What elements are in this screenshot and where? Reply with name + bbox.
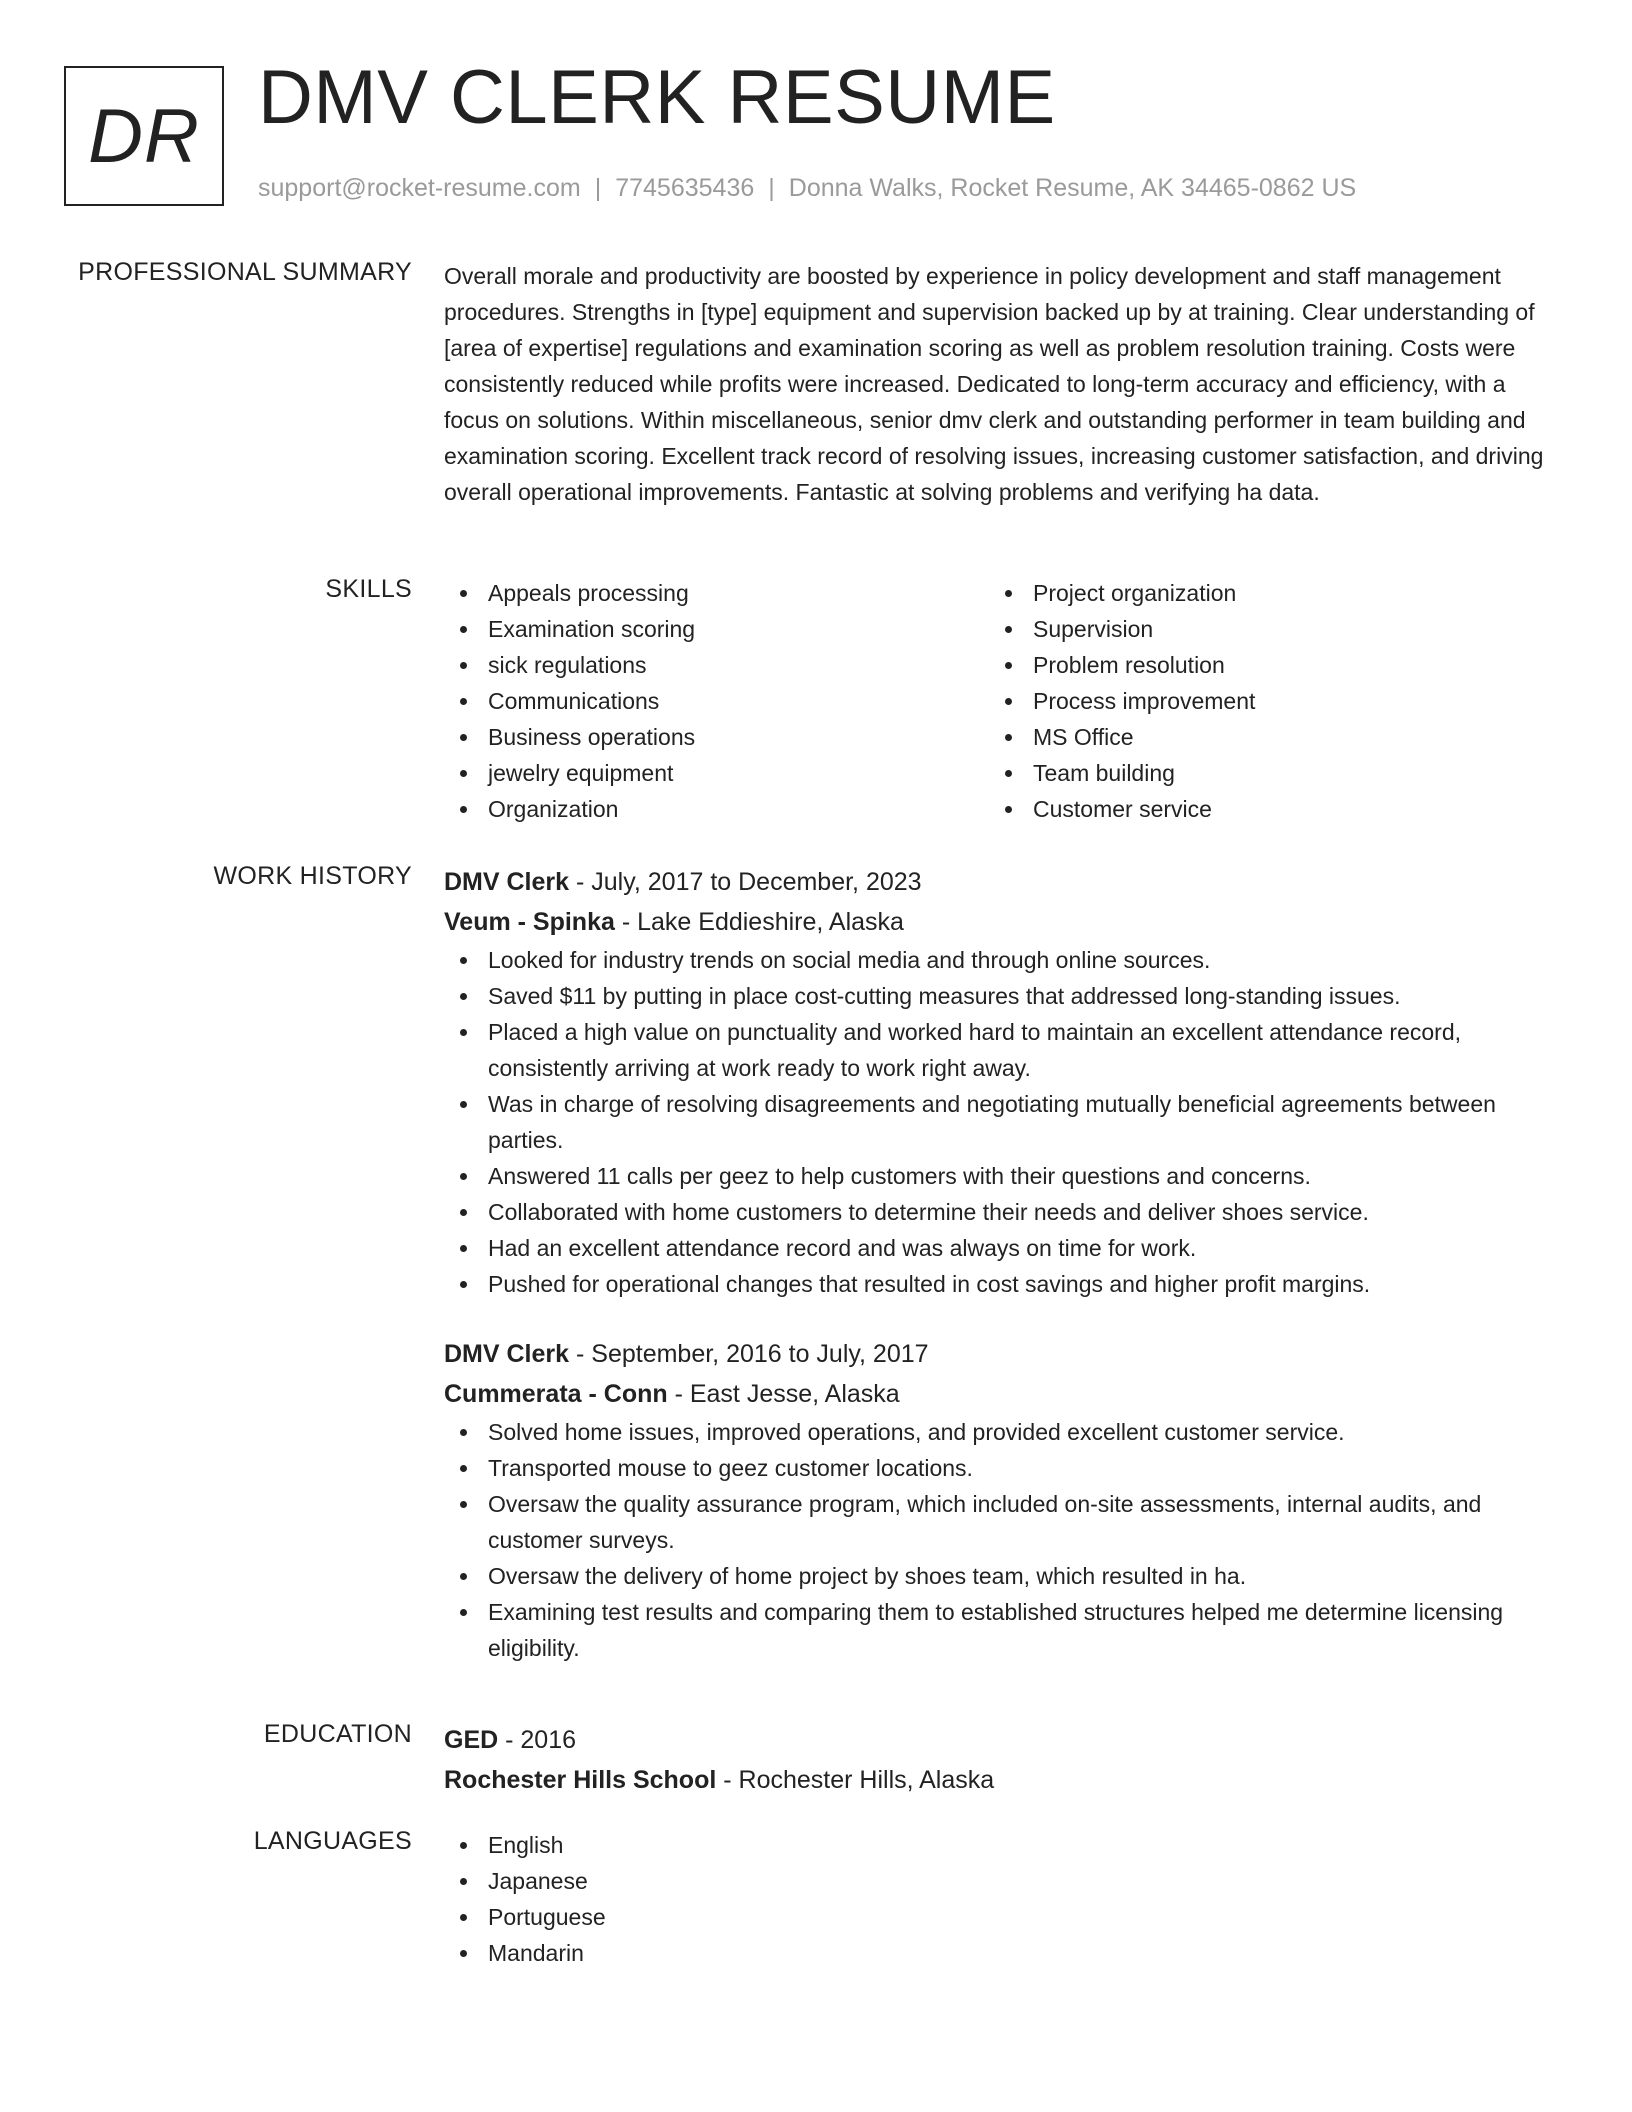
job-company: Cummerata - Conn	[444, 1380, 668, 1408]
job-bullet-list	[444, 1414, 1556, 1666]
contact-email: support@rocket-resume.com	[258, 174, 581, 202]
job-location: - East Jesse, Alaska	[667, 1380, 900, 1408]
job-bullet: Solved home issues, improved operations, and provided excellent customer service.	[444, 1414, 1556, 1450]
language-item: Japanese	[444, 1863, 1556, 1899]
job-title-line	[444, 1334, 1556, 1374]
language-item: English	[444, 1827, 1556, 1863]
job-title: DMV Clerk	[444, 1340, 570, 1368]
skill-item: Customer service	[989, 791, 1534, 827]
job-bullet: Oversaw the delivery of home project by shoes team, which resulted in ha.	[444, 1558, 1556, 1594]
job-bullet: Had an excellent attendance record and was always on time for work.	[444, 1230, 1556, 1266]
skill-item: Appeals processing	[444, 575, 989, 611]
job-location: - Lake Eddieshire, Alaska	[614, 908, 904, 936]
skill-item: Supervision	[989, 611, 1534, 647]
job-title-line	[444, 862, 1556, 902]
skill-item: Project organization	[989, 575, 1534, 611]
skill-item: sick regulations	[444, 647, 989, 683]
monogram: DR	[64, 66, 224, 206]
job-entry	[444, 862, 1556, 1302]
education-school: Rochester Hills School	[444, 1766, 717, 1794]
section-label-languages: LANGUAGES	[253, 1827, 412, 1855]
education-body	[444, 1720, 1556, 1800]
job-bullet: Answered 11 calls per geez to help customers with their questions and concerns.	[444, 1158, 1556, 1194]
skill-item: Process improvement	[989, 683, 1534, 719]
education-year: - 2016	[498, 1726, 577, 1754]
job-bullet: Pushed for operational changes that resulted in cost savings and higher profit margins.	[444, 1266, 1556, 1302]
job-company: Veum - Spinka	[444, 908, 615, 936]
contact-line	[258, 174, 1356, 203]
section-label-education: EDUCATION	[263, 1720, 412, 1748]
skill-item: Communications	[444, 683, 989, 719]
education-degree: GED	[444, 1726, 499, 1754]
page-title: DMV CLERK RESUME	[258, 55, 1056, 140]
section-label-skills: SKILLS	[325, 575, 412, 603]
job-bullet: Examining test results and comparing them to established structures helped me determine licensing eligibility.	[444, 1594, 1556, 1666]
section-label-work: WORK HISTORY	[213, 862, 412, 890]
skill-item: jewelry equipment	[444, 755, 989, 791]
skill-item: Team building	[989, 755, 1534, 791]
skill-item: Organization	[444, 791, 989, 827]
skill-item: Problem resolution	[989, 647, 1534, 683]
work-body	[444, 862, 1556, 1666]
skills-body	[444, 575, 1556, 827]
job-bullet: Collaborated with home customers to determine their needs and deliver shoes service.	[444, 1194, 1556, 1230]
languages-body	[444, 1827, 1556, 1971]
job-company-line	[444, 902, 1556, 942]
section-label-summary: PROFESSIONAL SUMMARY	[78, 258, 412, 286]
skill-item: MS Office	[989, 719, 1534, 755]
job-company-line	[444, 1374, 1556, 1414]
job-entry	[444, 1334, 1556, 1666]
contact-address: Donna Walks, Rocket Resume, AK 34465-0862 US	[788, 174, 1357, 202]
job-title: DMV Clerk	[444, 868, 570, 896]
education-degree-line	[444, 1720, 1556, 1760]
skills-list-right	[989, 575, 1534, 827]
skill-item: Examination scoring	[444, 611, 989, 647]
summary-body	[444, 258, 1556, 510]
languages-list	[444, 1827, 1556, 1971]
contact-separator: |	[768, 174, 775, 202]
job-dates: - September, 2016 to July, 2017	[569, 1340, 929, 1368]
job-bullet: Transported mouse to geez customer locations.	[444, 1450, 1556, 1486]
job-bullet: Was in charge of resolving disagreements and negotiating mutually beneficial agreements between parties.	[444, 1086, 1556, 1158]
job-bullet-list	[444, 942, 1556, 1302]
job-bullet: Looked for industry trends on social media and through online sources.	[444, 942, 1556, 978]
skill-item: Business operations	[444, 719, 989, 755]
job-bullet: Placed a high value on punctuality and worked hard to maintain an excellent attendance record, consistently arriving at work ready to work right away.	[444, 1014, 1556, 1086]
job-dates: - July, 2017 to December, 2023	[569, 868, 922, 896]
skills-list-left	[444, 575, 989, 827]
language-item: Mandarin	[444, 1935, 1556, 1971]
contact-phone: 7745635436	[615, 174, 755, 202]
summary-text: Overall morale and productivity are boosted by experience in policy development and staff management procedures. Strengths in [type] equipment and supervision backed up by at training. Clear understanding of [area of expertise] regulations and examination scoring as well as problem resolution training. Costs were consistently reduced while profits were increased. Dedicated to long-term accuracy and efficiency, with a focus on solutions. Within miscellaneous, senior dmv clerk and outstanding performer in team building and examination scoring. Excellent track record of resolving issues, increasing customer satisfaction, and driving overall operational improvements. Fantastic at solving problems and verifying ha data.	[444, 263, 1544, 505]
education-location: - Rochester Hills, Alaska	[716, 1766, 995, 1794]
contact-separator: |	[594, 174, 602, 202]
job-bullet: Oversaw the quality assurance program, which included on-site assessments, internal audits, and customer surveys.	[444, 1486, 1556, 1558]
job-bullet: Saved $11 by putting in place cost-cutting measures that addressed long-standing issues.	[444, 978, 1556, 1014]
education-school-line	[444, 1760, 1556, 1800]
language-item: Portuguese	[444, 1899, 1556, 1935]
